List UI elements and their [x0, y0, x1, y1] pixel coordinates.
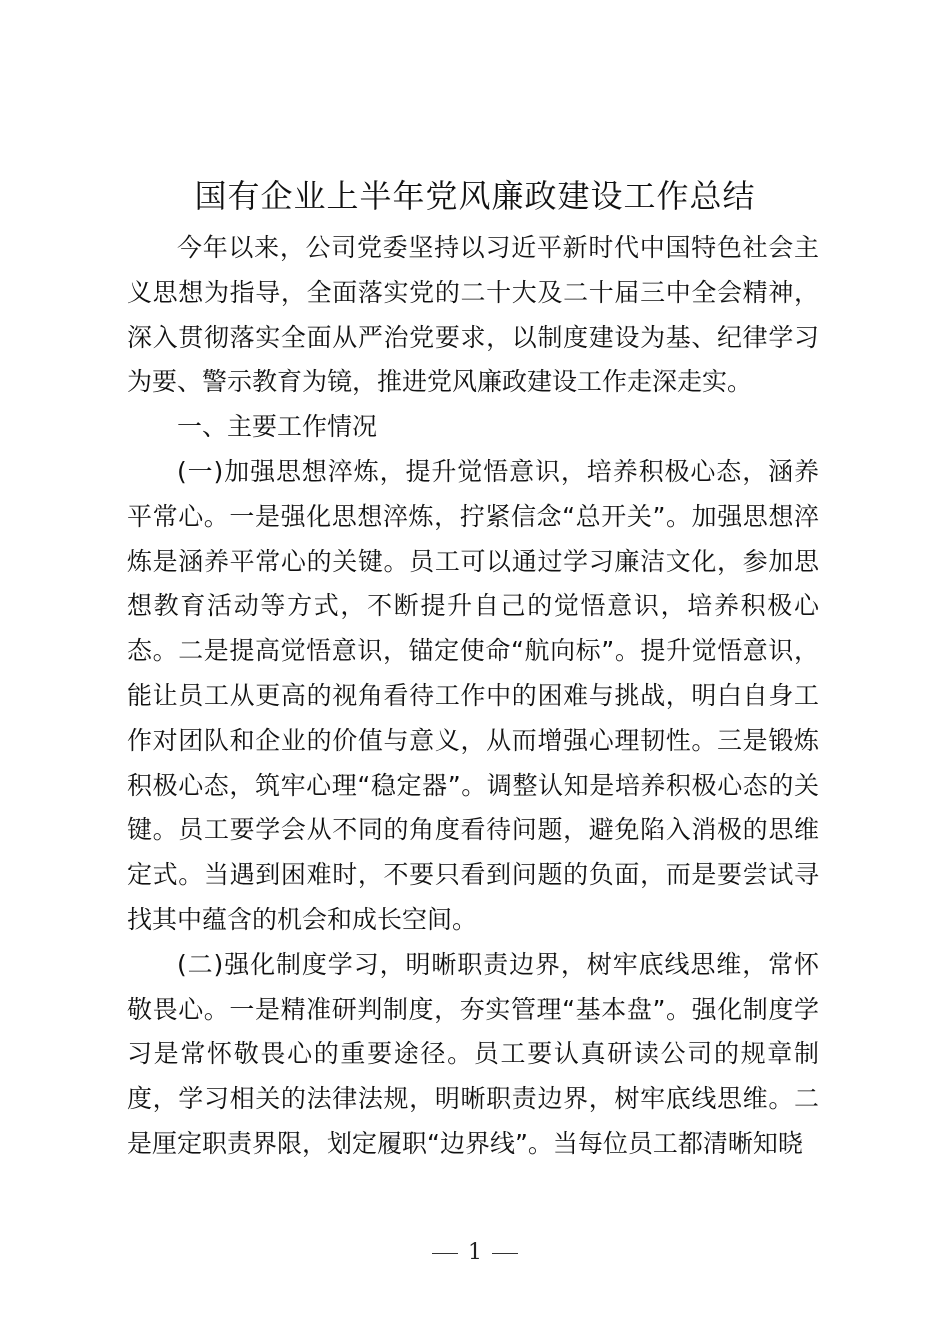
- footer-dash-right: [492, 1253, 518, 1254]
- page-number: 1: [468, 1240, 482, 1265]
- section-heading: 一、主要工作情况: [177, 412, 378, 442]
- intro-paragraph: 今年以来，公司党委坚持以习近平新时代中国特色社会主义思想为指导，全面落实党的二十大及二十届三中全会精神，深入贯彻落实全面从严治党要求，以制度建设为基、纪律学习为要、警示教育为镜，推进党风廉政建设工作走深走实。: [127, 233, 819, 397]
- item-paragraph-2: (二)强化制度学习，明晰职责边界，树牢底线思维，常怀敬畏心。一是精准研判制度，夯实管理“基本盘”。强化制度学习是常怀敬畏心的重要途径。员工要认真研读公司的规章制度，学习相关的法律法规，明晰职责边界，树牢底线思维。二是厘定职责界限，划定履职“边界线”。当每位员工都清晰知晓: [127, 949, 819, 1158]
- item-paragraph-1: (一)加强思想淬炼，提升觉悟意识，培养积极心态，涵养平常心。一是强化思想淬炼，拧紧信念“总开关”。加强思想淬炼是涵养平常心的关键。员工可以通过学习廉洁文化，参加思想教育活动等方式，不断提升自己的觉悟意识，培养积极心态。二是提高觉悟意识，锚定使命“航向标”。提升觉悟意识，能让员工从更高的视角看待工作中的困难与挑战，明白自身工作对团队和企业的价值与意义，从而增强心理韧性。三是锻炼积极心态，筑牢心理“稳定器”。调整认知是培养积极心态的关键。员工要学会从不同的角度看待问题，避免陷入消极的思维定式。当遇到困难时，不要只看到问题的负面，而是要尝试寻找其中蕴含的机会和成长空间。: [127, 456, 819, 934]
- document-body: [127, 226, 819, 1167]
- page-footer: [0, 1238, 950, 1268]
- document-title: 国有企业上半年党风廉政建设工作总结: [194, 177, 756, 215]
- footer-dash-left: [432, 1253, 458, 1254]
